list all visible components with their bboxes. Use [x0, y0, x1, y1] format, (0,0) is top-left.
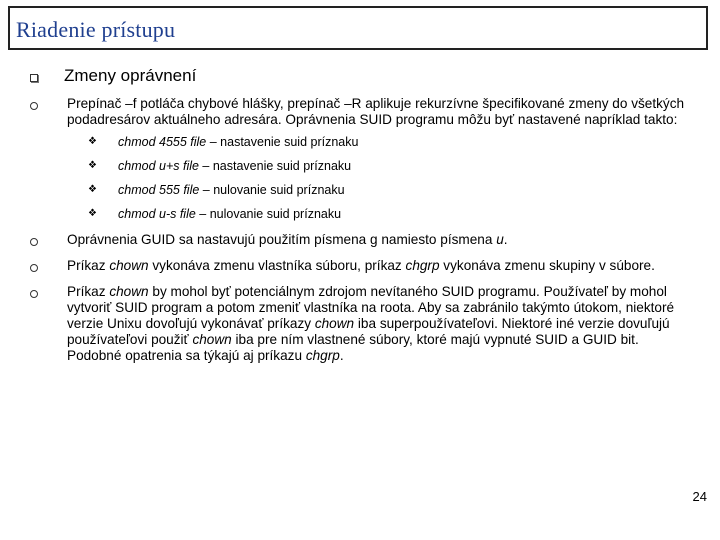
circle-bullet-icon	[30, 238, 38, 246]
chown-cmd: chown	[192, 332, 232, 347]
check-bullet-icon: ❖	[88, 160, 97, 171]
guid-letter: u	[496, 232, 504, 247]
command-item	[88, 134, 695, 150]
title-box	[8, 6, 708, 50]
attack-text: iba superpoužívateľovi. Niektoré iné verzie dovuľujú používateľovi použiť	[67, 316, 670, 347]
bullet-attack	[30, 284, 695, 364]
attack-text: .	[339, 348, 344, 363]
check-bullet-icon: ❖	[88, 136, 97, 147]
page-title: Riadenie prístupu	[16, 17, 176, 42]
guid-end: .	[503, 232, 508, 247]
command-desc: – nulovanie suid príznaku	[195, 207, 342, 221]
chown-cmd: chown	[109, 284, 149, 299]
square-bullet-icon	[30, 74, 38, 82]
bullet-guid	[30, 232, 695, 248]
attack-text: iba pre ním vlastnené súbory, ktoré majú vypnuté SUID a GUID bit. Podobné opatrenia sa týkajú aj príkazu	[67, 332, 639, 363]
command-code: chmod 4555 file	[118, 135, 207, 149]
chown-text: Príkaz	[67, 258, 110, 273]
command-list	[88, 134, 695, 222]
check-bullet-icon: ❖	[88, 208, 97, 219]
heading-item	[30, 66, 690, 86]
attack-text: Príkaz	[67, 284, 110, 299]
content	[30, 96, 695, 374]
command-item	[88, 182, 695, 198]
chgrp-cmd: chgrp	[305, 348, 340, 363]
command-code: chmod u+s file	[118, 159, 199, 173]
command-item	[88, 206, 695, 222]
chown-cmd: chown	[109, 258, 149, 273]
guid-text: Oprávnenia GUID sa nastavujú použitím písmena g namiesto písmena	[67, 232, 497, 247]
chown-text: vykonáva zmenu skupiny v súbore.	[439, 258, 655, 273]
check-bullet-icon: ❖	[88, 184, 97, 195]
intro-text: Prepínač –f potláča chybové hlášky, prepínač –R aplikuje rekurzívne špecifikované zmeny do všetkých podadresárov aktuálneho adresára. Oprávnenia SUID programu môžu byť nastavené napríklad takto:	[67, 96, 685, 127]
attack-text: by mohol byť potenciálnym zdrojom nevítaného SUID programu. Používateľ by mohol vytvoriť SUID program a potom zmeniť vlastníka na roota. Aby sa zabránilo takýmto útokom, niektoré verzie Unixu dovoľujú vykonávať príkazy	[67, 284, 675, 331]
circle-bullet-icon	[30, 102, 38, 110]
command-item	[88, 158, 695, 174]
circle-bullet-icon	[30, 264, 38, 272]
circle-bullet-icon	[30, 290, 38, 298]
chgrp-cmd: chgrp	[405, 258, 440, 273]
chown-cmd: chown	[314, 316, 355, 331]
page-number: 24	[692, 489, 707, 504]
command-desc: – nulovanie suid príznaku	[199, 183, 345, 197]
command-desc: – nastavenie suid príznaku	[198, 159, 352, 173]
command-code: chmod u-s file	[118, 207, 196, 221]
bullet-chown	[30, 258, 695, 274]
section-heading: Zmeny oprávnení	[64, 66, 197, 85]
bullet-intro	[30, 96, 695, 128]
command-desc: – nastavenie suid príznaku	[206, 135, 359, 149]
command-code: chmod 555 file	[118, 183, 200, 197]
chown-text: vykonáva zmenu vlastníka súboru, príkaz	[148, 258, 406, 273]
